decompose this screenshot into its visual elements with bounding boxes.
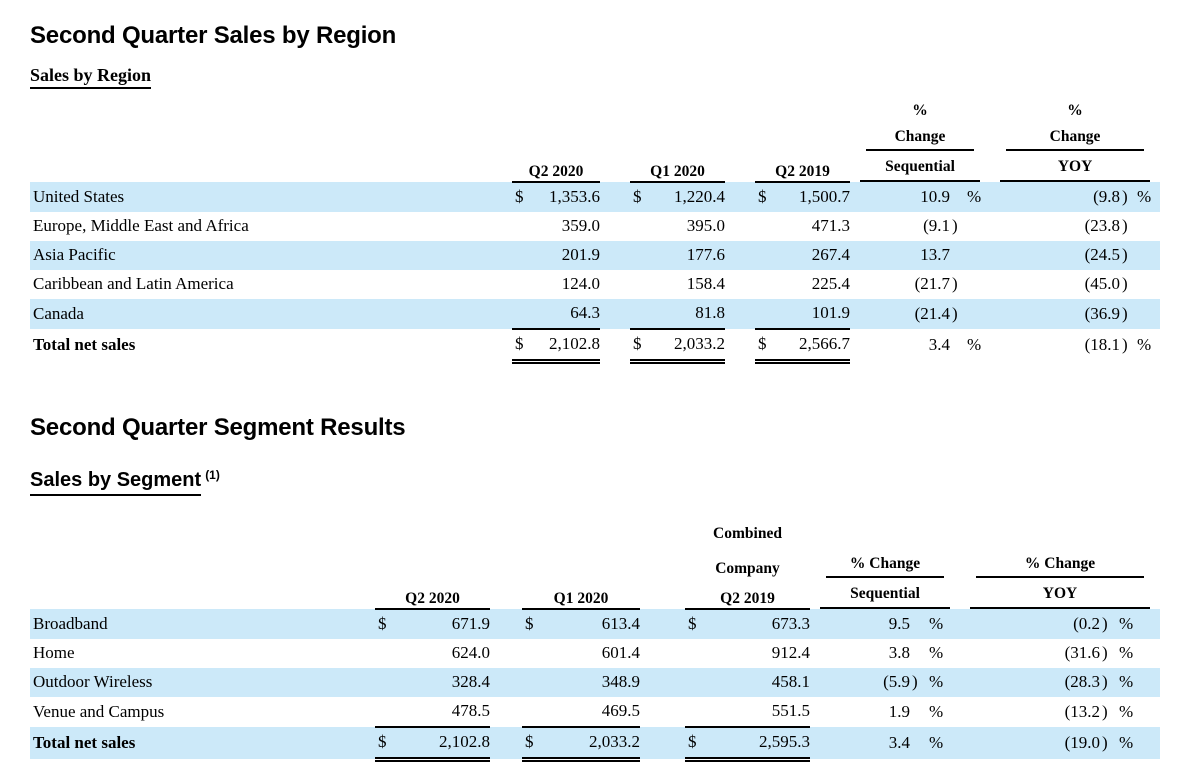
row-label: Total net sales: [30, 727, 375, 760]
cell-g1: [490, 668, 522, 697]
cell-v2: 613.4: [552, 609, 640, 639]
cell-g2: [725, 299, 755, 329]
q2-2020-header: Q2 2020: [512, 151, 600, 182]
sequential-label: Sequential: [820, 585, 950, 609]
yoy-header: [990, 151, 1160, 182]
cell-g2: [725, 212, 755, 241]
cell-p4: [962, 270, 990, 299]
header-spacer: [30, 578, 375, 609]
cell-d3: [755, 212, 777, 241]
cell-v2: 469.5: [552, 697, 640, 727]
cell-v5: (13.2: [1064, 701, 1100, 721]
table-row: [30, 697, 1160, 727]
region-table-header: [30, 99, 1160, 182]
cell-v1: 478.5: [405, 697, 490, 727]
cell-d1: [375, 697, 405, 727]
cell-v1: 671.9: [405, 609, 490, 639]
header-spacer: [960, 520, 1160, 549]
cell-d2: [630, 212, 652, 241]
cell-d3: $: [755, 329, 777, 362]
yoy-header: [960, 578, 1160, 609]
cell-d1: $: [375, 609, 405, 639]
cell-v2: 1,220.4: [652, 182, 725, 212]
cell-p5: %: [1132, 182, 1160, 212]
cell-p5: [1132, 241, 1160, 270]
cell-v2: 2,033.2: [552, 727, 640, 760]
header-spacer: [490, 578, 522, 609]
cell-v4: (5.9: [810, 668, 910, 697]
cell-c5: ): [1100, 609, 1114, 639]
cell-g1: [600, 270, 630, 299]
cell-p4: %: [962, 182, 990, 212]
header-spacer: [30, 99, 850, 124]
cell-c4: [910, 639, 924, 668]
cell-c4: [910, 609, 924, 639]
cell-d2: [522, 697, 552, 727]
cell-v3: 2,566.7: [777, 329, 850, 362]
segment-subtitle: [30, 469, 1160, 496]
row-label: Home: [33, 643, 75, 663]
cell-c5: ): [1102, 643, 1108, 663]
cell-d1: $: [512, 182, 534, 212]
cell-d2: $: [630, 329, 652, 362]
cell-g2: [640, 668, 685, 697]
seq-pct-header: %: [912, 102, 928, 120]
cell-v5: (18.1: [1084, 335, 1121, 355]
header-spacer: [30, 520, 685, 549]
cell-v4: 9.5: [810, 609, 910, 639]
yoy-label: YOY: [970, 585, 1150, 609]
sequential-header: [810, 578, 960, 609]
cell-v3: 101.9: [777, 299, 850, 329]
cell-d2: [630, 299, 652, 329]
cell-c5: ): [1102, 701, 1108, 721]
cell-c5: ): [1120, 299, 1132, 329]
cell-v1: 124.0: [561, 274, 600, 294]
combined-header: Combined: [713, 525, 782, 543]
cell-v5: (0.2: [960, 609, 1100, 639]
cell-p5: %: [1119, 643, 1134, 663]
cell-c5: ): [1122, 335, 1128, 355]
cell-p4: [962, 212, 990, 241]
cell-c4: ): [952, 216, 958, 236]
cell-c4: ): [910, 668, 924, 697]
header-spacer: [30, 124, 850, 151]
cell-v3: 267.4: [777, 241, 850, 270]
cell-v1: 1,353.6: [534, 182, 600, 212]
segment-table-body: [30, 609, 1160, 760]
cell-v4: 13.7: [850, 241, 950, 270]
header-spacer: [725, 151, 755, 182]
cell-p4: %: [967, 335, 982, 355]
cell-v4: (21.4: [850, 299, 950, 329]
seq-change-header: [850, 124, 990, 151]
header-row-combined: [30, 520, 1160, 549]
cell-p5: %: [1114, 668, 1160, 697]
cell-d1: [375, 668, 405, 697]
cell-g2: [640, 727, 685, 760]
table-row: [30, 241, 1160, 270]
cell-g1: [600, 241, 630, 270]
cell-c4: [910, 697, 924, 727]
row-label: Venue and Campus: [33, 701, 165, 721]
cell-v5: (9.8: [990, 182, 1120, 212]
cell-c4: [950, 329, 962, 362]
cell-v3: 2,595.3: [715, 727, 810, 760]
cell-d1: [375, 639, 405, 668]
yoy-change-header: [990, 124, 1160, 151]
cell-d3: [755, 299, 777, 329]
cell-v4: (21.7: [914, 274, 950, 294]
cell-d2: [630, 241, 652, 270]
cell-p4: %: [929, 643, 944, 663]
cell-d1: [512, 241, 534, 270]
cell-c5: ): [1122, 216, 1128, 236]
cell-p5: %: [1137, 335, 1152, 355]
cell-p5: %: [1114, 609, 1160, 639]
cell-d2: $: [522, 609, 552, 639]
header-spacer: [810, 520, 960, 549]
cell-d2: [522, 639, 552, 668]
segment-table-header: [30, 520, 1160, 609]
cell-g1: [490, 697, 522, 727]
cell-c4: [950, 182, 962, 212]
cell-d3: $: [685, 727, 715, 760]
cell-v2: 601.4: [601, 643, 640, 663]
cell-d3: $: [685, 609, 715, 639]
cell-d2: $: [630, 182, 652, 212]
cell-v2: 395.0: [686, 216, 725, 236]
cell-c5: ): [1100, 727, 1114, 760]
yoy-pct-change-header: [960, 549, 1160, 578]
yoy-change-label: Change: [1006, 128, 1144, 151]
row-label: Broadband: [30, 609, 375, 639]
cell-c5: ): [1120, 241, 1132, 270]
cell-v3: 458.1: [715, 668, 810, 697]
cell-g2: [640, 697, 685, 727]
cell-d2: [630, 270, 652, 299]
seq-change-label: Change: [866, 128, 974, 151]
sales-by-region-table: [30, 99, 1160, 364]
cell-v2: 158.4: [686, 274, 725, 294]
seq-pct-change-label: % Change: [826, 555, 944, 578]
cell-p4: %: [924, 668, 960, 697]
cell-v1: 328.4: [405, 668, 490, 697]
table-row: [30, 668, 1160, 697]
cell-v2: 177.6: [652, 241, 725, 270]
cell-p5: [1132, 212, 1160, 241]
cell-v5: (24.5: [990, 241, 1120, 270]
table-row: [30, 639, 1160, 668]
cell-g2: [725, 270, 755, 299]
table-row: [30, 727, 1160, 760]
cell-v3: 551.5: [715, 697, 810, 727]
row-label: United States: [30, 182, 512, 212]
cell-v4: 3.4: [928, 335, 950, 355]
q2-2020-header: Q2 2020: [375, 578, 490, 609]
cell-v5: (31.6: [1064, 643, 1100, 663]
q1-2020-header: Q1 2020: [522, 578, 640, 609]
segment-section-title: Second Quarter Segment Results: [30, 413, 406, 441]
cell-p4: [962, 241, 990, 270]
cell-p4: %: [929, 701, 944, 721]
cell-d1: [512, 299, 534, 329]
cell-v4: (9.1: [923, 216, 950, 236]
cell-v5: (28.3: [960, 668, 1100, 697]
cell-d1: $: [375, 727, 405, 760]
cell-v2: 348.9: [552, 668, 640, 697]
table-row: [30, 299, 1160, 329]
region-subtitle: [30, 65, 1160, 89]
cell-c5: ): [1120, 182, 1132, 212]
header-row-periods: [30, 578, 1160, 609]
q1-2020-header: Q1 2020: [630, 151, 725, 182]
header-row-change: [30, 124, 1160, 151]
cell-v3: 912.4: [771, 643, 810, 663]
row-label: Canada: [30, 299, 512, 329]
cell-v2: 2,033.2: [652, 329, 725, 362]
cell-c5: ): [1100, 668, 1114, 697]
table-row: [30, 212, 1160, 241]
cell-v5: (23.8: [1084, 216, 1121, 236]
table-row: [30, 182, 1160, 212]
cell-d3: [685, 697, 715, 727]
cell-v3: 225.4: [811, 274, 850, 294]
cell-v3: 1,500.7: [777, 182, 850, 212]
header-row-company: [30, 549, 1160, 578]
cell-c4: ): [952, 274, 958, 294]
cell-d2: [522, 668, 552, 697]
region-table-body: [30, 182, 1160, 362]
cell-v1: 624.0: [451, 643, 490, 663]
cell-g1: [490, 609, 522, 639]
cell-v4: 10.9: [850, 182, 950, 212]
cell-v5: (36.9: [990, 299, 1120, 329]
cell-v2: 81.8: [652, 299, 725, 329]
footnote-ref: (1): [205, 468, 220, 483]
table-row: [30, 329, 1160, 362]
q2-2019-header: Q2 2019: [685, 578, 810, 609]
yoy-label: YOY: [1000, 158, 1150, 182]
company-header: Company: [715, 559, 780, 577]
q2-2019-header: Q2 2019: [755, 151, 850, 182]
cell-d2: $: [522, 727, 552, 760]
segment-subtitle-text: Sales by Segment: [30, 469, 201, 496]
sales-by-segment-table: [30, 520, 1160, 762]
cell-g2: [725, 241, 755, 270]
sequential-header: [850, 151, 990, 182]
cell-d3: $: [755, 182, 777, 212]
cell-g1: [600, 299, 630, 329]
cell-v5: (19.0: [960, 727, 1100, 760]
yoy-pct-change-label: % Change: [976, 555, 1144, 578]
row-label: Asia Pacific: [30, 241, 512, 270]
cell-v1: 64.3: [534, 299, 600, 329]
cell-d1: [512, 212, 534, 241]
cell-c4: [950, 241, 962, 270]
table-row: [30, 609, 1160, 639]
cell-d3: [685, 668, 715, 697]
cell-v4: 1.9: [888, 701, 910, 721]
cell-v1: 201.9: [534, 241, 600, 270]
cell-g1: [490, 639, 522, 668]
cell-p4: %: [924, 727, 960, 760]
cell-c4: [910, 727, 924, 760]
region-subtitle-text: Sales by Region: [30, 65, 151, 89]
cell-c4: ): [950, 299, 962, 329]
cell-v1: 2,102.8: [405, 727, 490, 760]
row-label: Europe, Middle East and Africa: [33, 216, 249, 236]
cell-g1: [600, 182, 630, 212]
cell-p5: %: [1119, 701, 1134, 721]
header-spacer: [600, 151, 630, 182]
cell-p5: [1132, 270, 1160, 299]
seq-pct-change-header: [810, 549, 960, 578]
cell-g2: [725, 182, 755, 212]
cell-v1: 2,102.8: [534, 329, 600, 362]
cell-p4: [962, 299, 990, 329]
header-spacer: [640, 578, 685, 609]
cell-v1: 359.0: [561, 216, 600, 236]
cell-g2: [640, 639, 685, 668]
cell-g1: [600, 329, 630, 362]
row-label: Total net sales: [33, 335, 136, 355]
cell-v4: 3.8: [888, 643, 910, 663]
cell-d3: [685, 639, 715, 668]
header-spacer: [30, 151, 512, 182]
cell-v5: (45.0: [1084, 274, 1121, 294]
table-row: [30, 270, 1160, 299]
region-section-title: Second Quarter Sales by Region: [30, 22, 397, 49]
header-row-pct: [30, 99, 1160, 124]
cell-g1: [600, 212, 630, 241]
cell-v3: 471.3: [811, 216, 850, 236]
cell-g2: [725, 329, 755, 362]
cell-g2: [640, 609, 685, 639]
cell-p5: [1132, 299, 1160, 329]
cell-p5: %: [1114, 727, 1160, 760]
yoy-pct-header: %: [1067, 102, 1083, 120]
cell-d1: $: [512, 329, 534, 362]
header-row-periods: [30, 151, 1160, 182]
cell-p4: %: [924, 609, 960, 639]
cell-d1: [512, 270, 534, 299]
cell-g1: [490, 727, 522, 760]
header-spacer: [30, 549, 685, 578]
cell-d3: [755, 270, 777, 299]
cell-v4: 3.4: [810, 727, 910, 760]
row-label: Caribbean and Latin America: [33, 274, 234, 294]
sequential-label: Sequential: [860, 158, 980, 182]
row-label: Outdoor Wireless: [30, 668, 375, 697]
cell-d3: [755, 241, 777, 270]
cell-c5: ): [1122, 274, 1128, 294]
cell-v3: 673.3: [715, 609, 810, 639]
